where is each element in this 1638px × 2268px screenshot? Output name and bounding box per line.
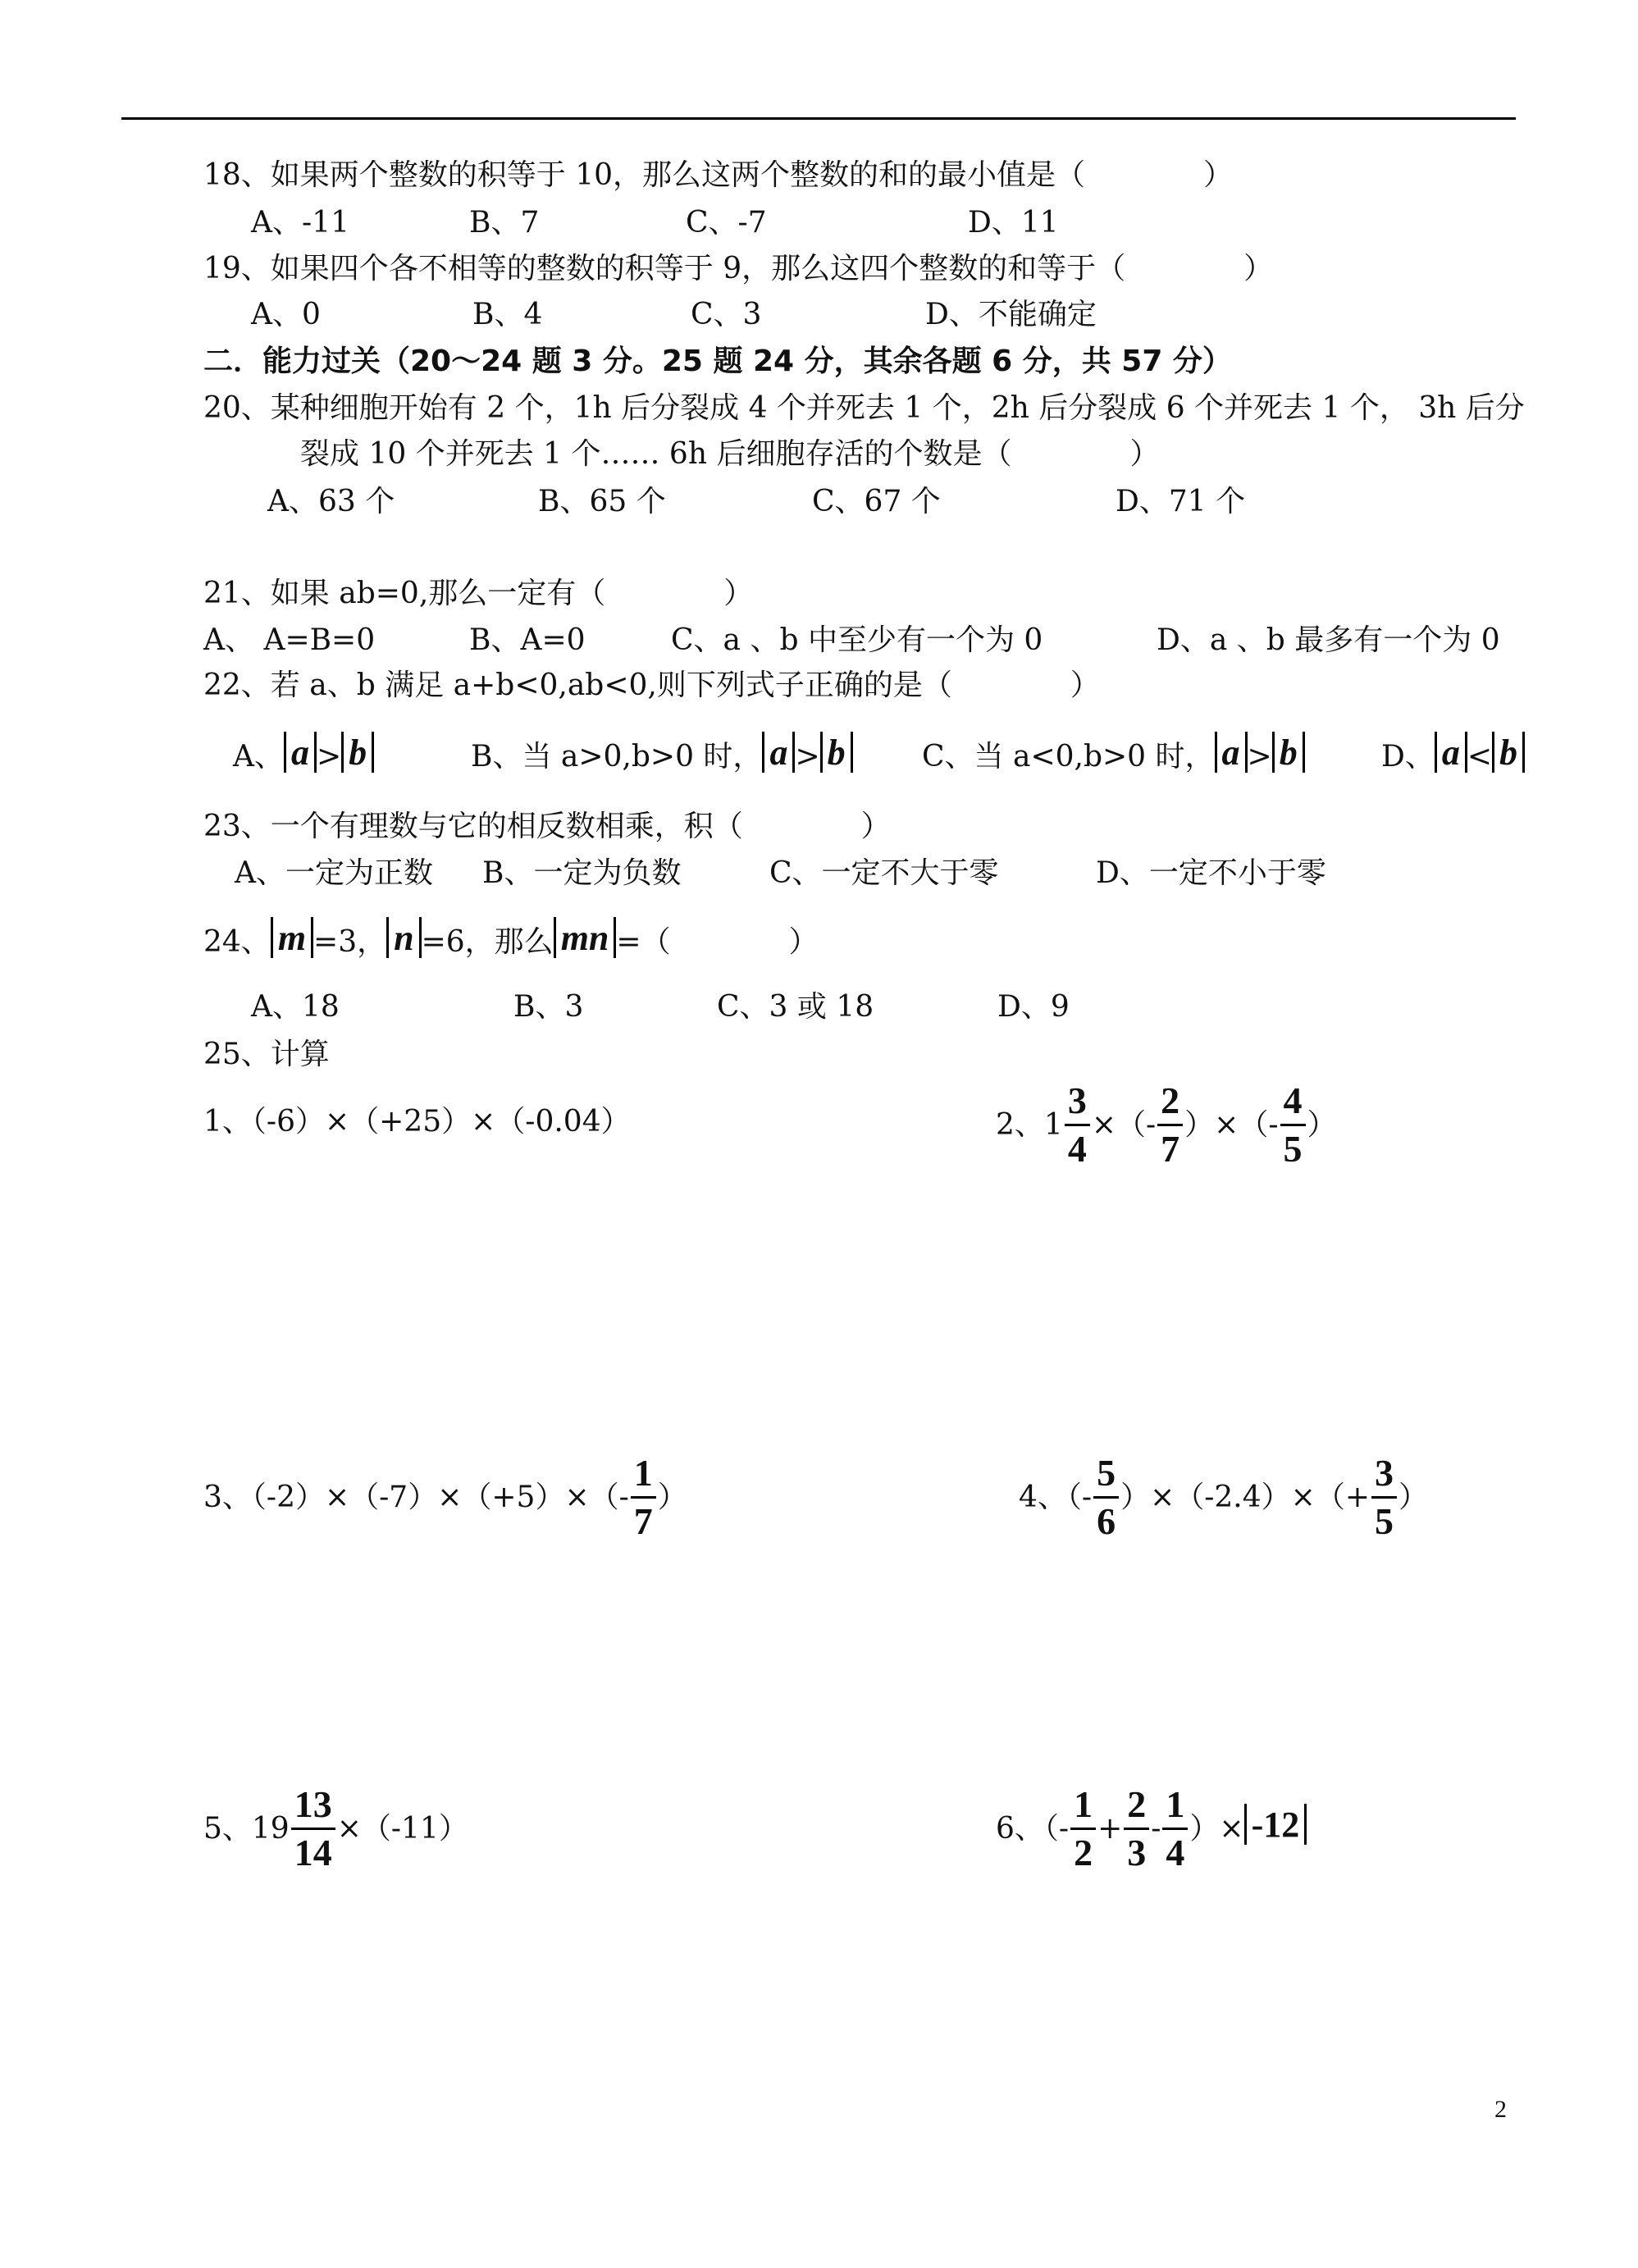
p5-label: 5、19 [203,1811,290,1846]
q25-problem-4 [1019,1453,1428,1542]
q23-option-c: C、一定不大于零 [769,856,999,890]
header-rule [121,117,1516,120]
q25-problem-1: 1、（-6）×（+25）×（-0.04） [203,1105,631,1139]
q18-option-c: C、-7 [686,206,767,240]
q24-option-d: D、9 [997,990,1070,1024]
q25-heading: 25、计算 [203,1038,330,1071]
fraction: $\frac{3}{4}$ [1065,1081,1090,1170]
abs-a: a [284,732,317,773]
fraction: $\frac{1}{7}$ [631,1453,656,1542]
q23-option-d: D、一定不小于零 [1096,856,1326,890]
q19-option-a: A、0 [251,298,321,331]
q18-option-b: B、7 [469,206,540,240]
p2-label: 2、1 [996,1107,1063,1142]
q18-option-a: A、-11 [251,206,349,240]
q25-problem-2 [996,1081,1337,1170]
abs-m: m [271,917,313,958]
q24-m-eq: =3， [313,925,387,959]
q19-option-d: D、不能确定 [925,298,1097,331]
q22-b-label: B、当 a>0,b>0 时， [471,740,763,773]
q21-option-c: C、a 、b 中至少有一个为 0 [671,623,1043,657]
fraction: $\frac{1}{2}$ [1070,1785,1096,1873]
q23-stem: 23、一个有理数与它的相反数相乘，积（ ） [203,810,891,843]
q24-tail: =（ ） [616,925,819,959]
q22-option-b [471,732,853,773]
p2-end: ） [1307,1107,1337,1142]
q19-option-c: C、3 [691,298,762,331]
p3-label: 3、（-2）×（-7）×（+5）×（- [203,1480,629,1514]
q21-stem: 21、如果 ab=0,那么一定有（ ） [203,577,754,610]
page-number: 2 [1494,2096,1507,2123]
p3-end: ） [657,1480,687,1514]
fraction: $\frac{2}{7}$ [1157,1081,1183,1170]
q22-b-relation: > [795,740,820,773]
q23-option-a: A、一定为正数 [235,856,433,890]
q22-option-d [1381,732,1525,773]
q22-c-label: C、当 a<0,b>0 时， [922,740,1215,773]
q18-stem: 18、如果两个整数的积等于 10，那么这两个整数的和的最小值是（ ） [203,158,1234,192]
p4-label: 4、（- [1019,1480,1093,1514]
abs-a: a [1215,732,1248,773]
q21-option-a: A、 A=B=0 [203,623,376,657]
q22-c-relation: > [1247,740,1272,773]
q21-option-d: D、a 、b 最多有一个为 0 [1157,623,1500,657]
q19-stem: 19、如果四个各不相等的整数的积等于 9，那么这四个整数的和等于（ ） [203,252,1274,285]
fraction: $\frac{13}{14}$ [291,1785,335,1873]
abs-b: b [1492,732,1525,773]
abs-minus-12: -12 [1244,1804,1307,1845]
q25-problem-3 [203,1453,687,1542]
p4-end: ） [1398,1480,1429,1514]
fraction: $\frac{3}{5}$ [1371,1453,1397,1542]
q22-d-label: D、 [1381,740,1435,773]
q20-stem-line2: 裂成 10 个并死去 1 个…… 6h 后细胞存活的个数是（ ） [300,437,1160,471]
abs-b: b [341,732,374,773]
q22-option-a [233,732,374,773]
q24-option-b: B、3 [513,990,584,1024]
q22-stem: 22、若 a、b 满足 a+b<0,ab<0,则下列式子正确的是（ ） [203,669,1100,702]
q19-option-b: B、4 [472,298,543,331]
q20-option-d: D、71 个 [1116,485,1246,518]
q22-a-relation: > [317,740,342,773]
q21-option-b: B、A=0 [469,623,586,657]
p6-mid: ）× [1189,1811,1244,1846]
p6-op2: - [1151,1811,1161,1846]
p4-mid: ）×（-2.4）×（+ [1120,1480,1370,1514]
abs-b: b [1272,732,1305,773]
q25-problem-6 [996,1785,1307,1873]
q20-option-a: A、63 个 [267,485,395,518]
q20-option-b: B、65 个 [538,485,666,518]
q24-option-c: C、3 或 18 [717,990,874,1024]
abs-a: a [1435,732,1467,773]
fraction: $\frac{5}{6}$ [1093,1453,1119,1542]
section-heading: 二．能力过关（20～24 题 3 分。25 题 24 分，其余各题 6 分，共 57 分） [203,345,1232,378]
p2-mid2: ）×（- [1184,1107,1279,1142]
q24-prefix: 24、 [203,925,271,959]
q20-option-c: C、67 个 [812,485,941,518]
q20-stem-line1: 20、某种细胞开始有 2 个，1h 后分裂成 4 个并死去 1 个，2h 后分裂成 6 个并死去 1 个， 3h 后分 [203,391,1525,425]
fraction: $\frac{2}{3}$ [1124,1785,1149,1873]
fraction: $\frac{1}{4}$ [1162,1785,1188,1873]
p6-op1: + [1097,1811,1123,1846]
q24-n-eq: =6，那么 [421,925,554,959]
q22-option-c [922,732,1305,773]
q23-option-b: B、一定为负数 [482,856,682,890]
abs-b: b [820,732,853,773]
q25-problem-5 [203,1785,468,1873]
fraction: $\frac{4}{5}$ [1280,1081,1306,1170]
abs-mn: mn [554,917,617,958]
q22-d-relation: < [1467,740,1493,773]
q18-option-d: D、11 [968,206,1059,240]
q24-option-a: A、18 [251,990,340,1024]
p5-end: ×（-11） [336,1811,468,1846]
abs-a: a [762,732,795,773]
abs-n: n [386,917,421,958]
p2-mid1: ×（- [1091,1107,1157,1142]
q24-stem [203,917,819,958]
p6-label: 6、（- [996,1811,1070,1846]
q22-a-label: A、 [233,740,284,773]
